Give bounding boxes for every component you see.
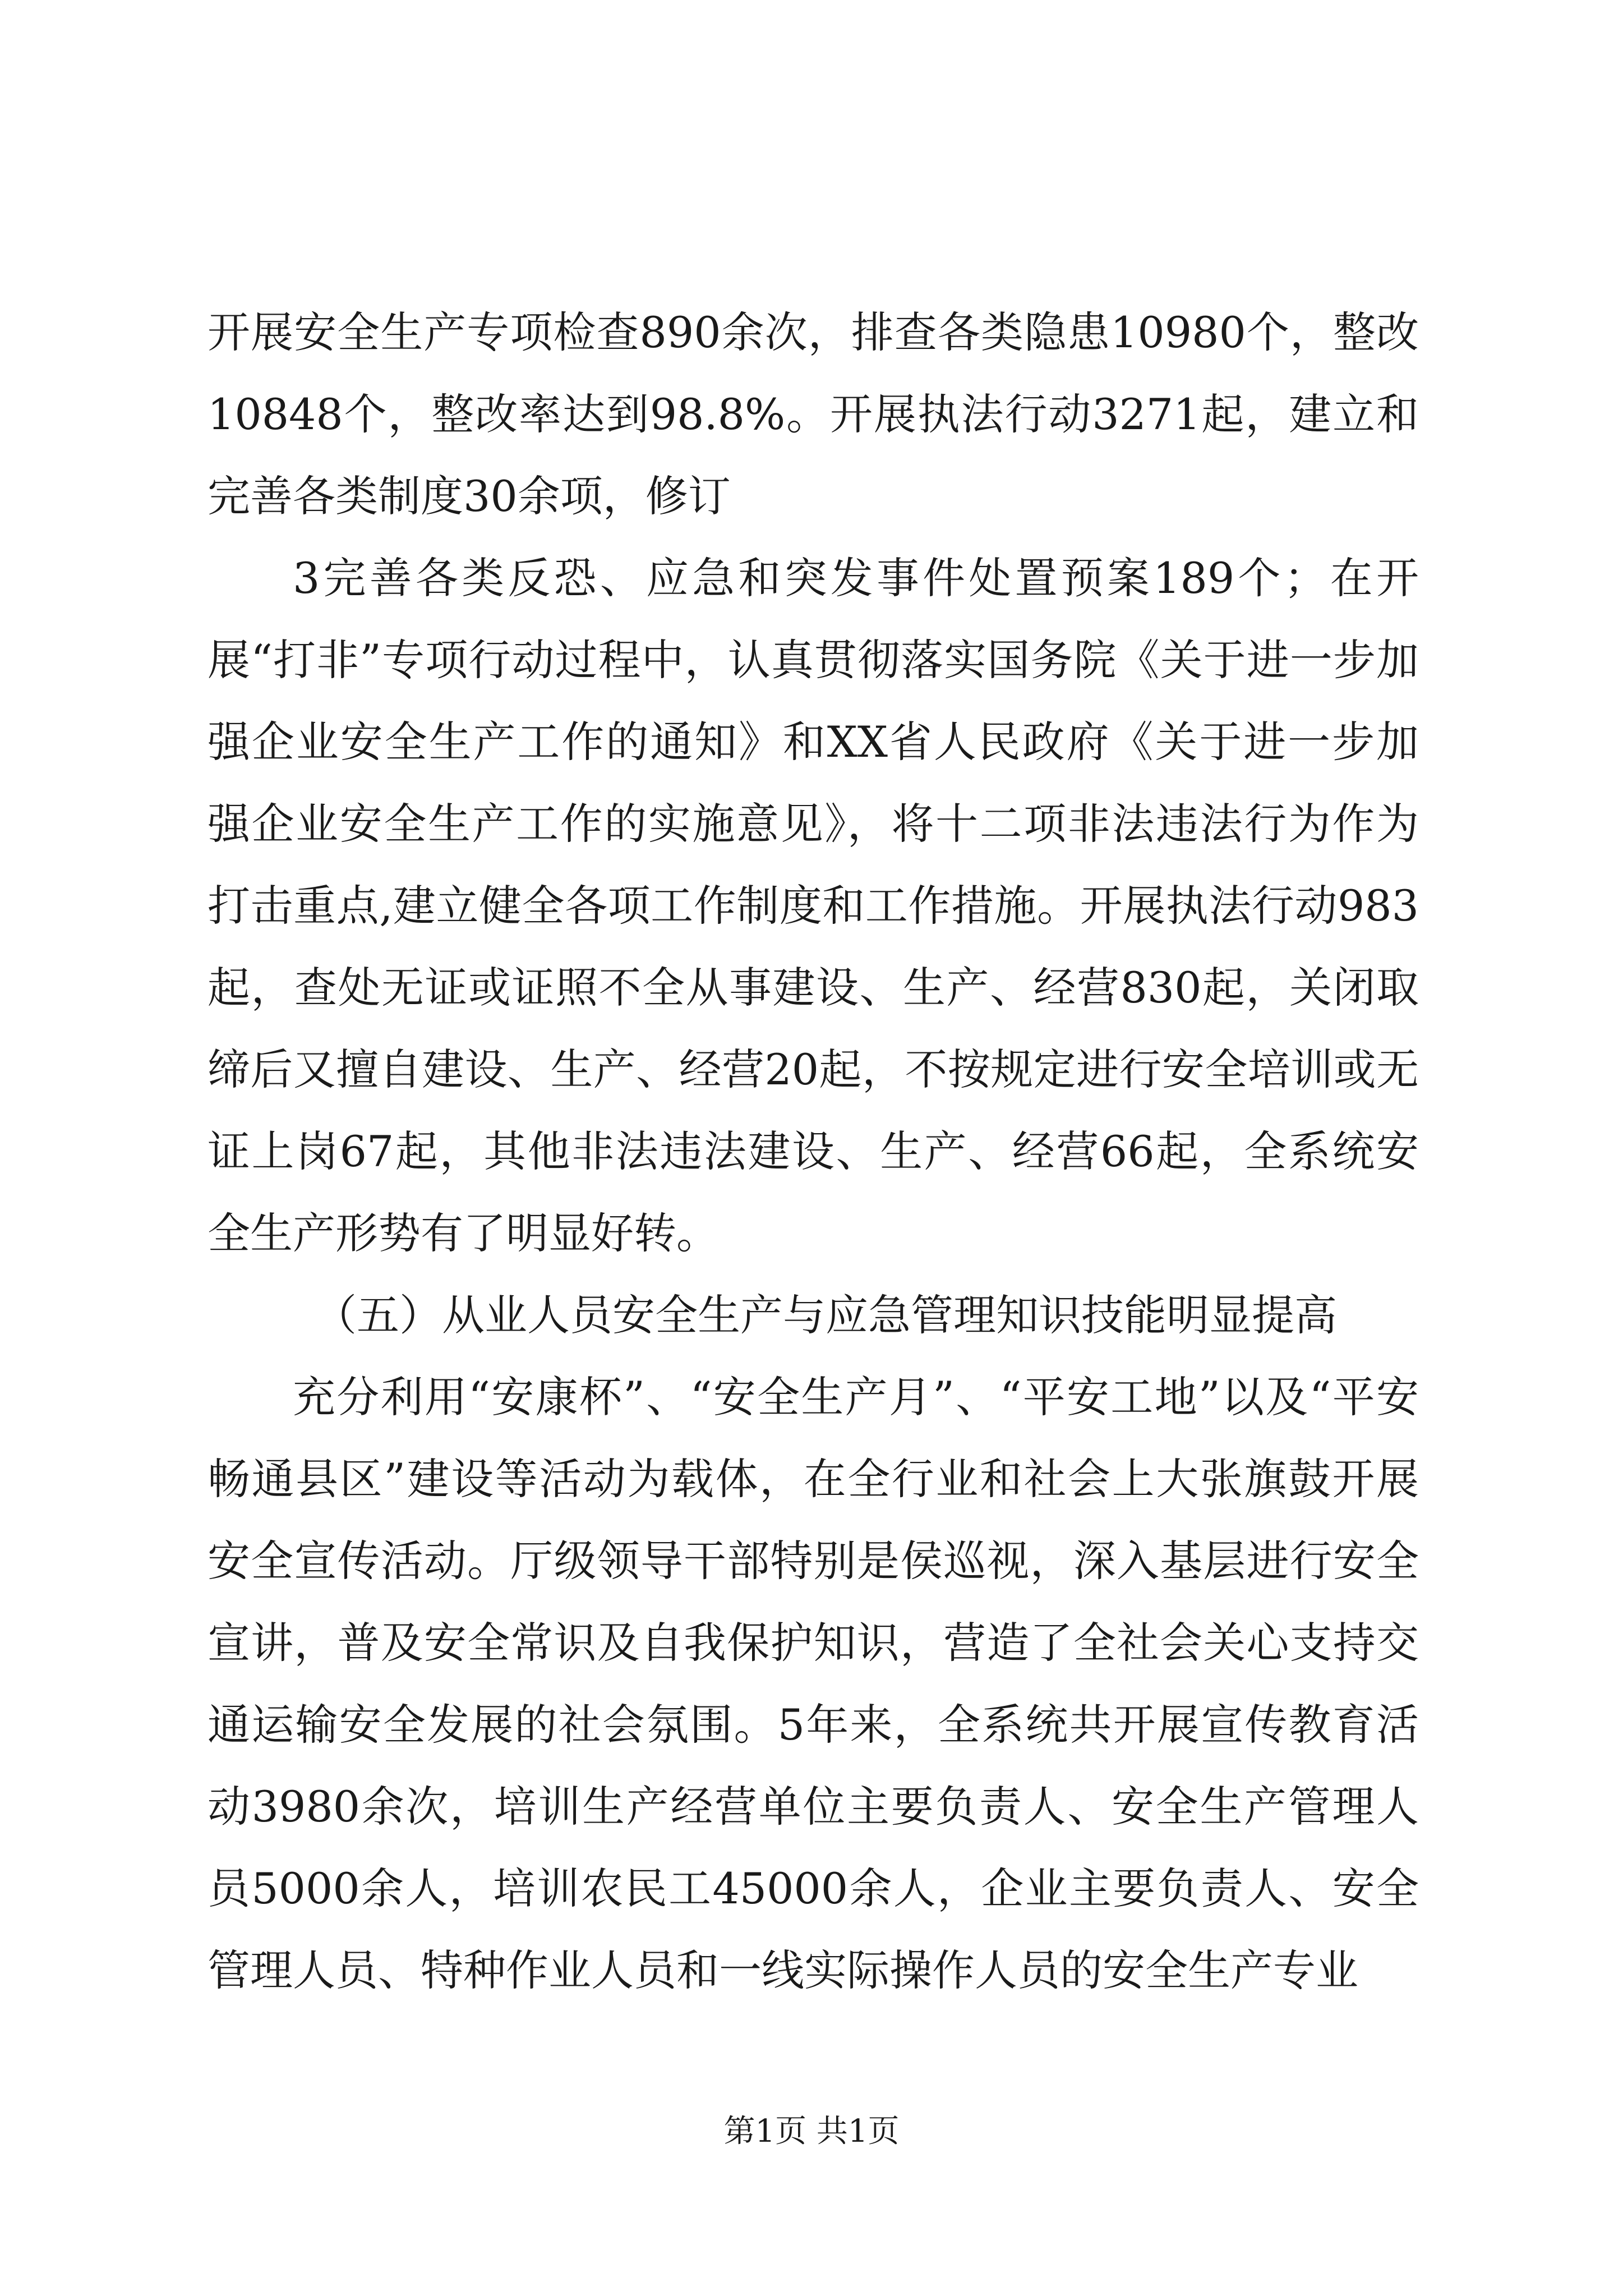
paragraph-inspections: 开展安全生产专项检查890余次，排查各类隐患10980个，整改10848个，整改率达到98.8%。开展执法行动3271起，建立和完善各类制度30余项，修订 — [208, 307, 1419, 521]
paragraph-training: 充分利用“安康杯”、“安全生产月”、“平安工地”以及“平安畅通县区”建设等活动为载体，在全行业和社会上大张旗鼓开展安全宣传活动。厅级领导干部特别是侯巡视，深入基层进行安全宣讲，普及安全常识及自我保护知识，营造了全社会关心支持交通运输安全发展的社会氛围。5年来，全系统共开展宣传教育活动3980余次，培训生产经营单位主要负责人、安全生产管理人员5000余人，培训农民工45000余人，企业主要负责人、安全管理人员、特种作业人员和一线实际操作人员的安全生产专业 — [208, 1372, 1419, 1995]
paragraph-enforcement: 3完善各类反恐、应急和突发事件处置预案189个；在开展“打非”专项行动过程中，认真贯彻落实国务院《关于进一步加强企业安全生产工作的通知》和XX省人民政府《关于进一步加强企业安全生产工作的实施意见》，将十二项非法违法行为作为打击重点,建立健全各项工作制度和工作措施。开展执法行动983起，查处无证或证照不全从事建设、生产、经营830起，关闭取缔后又擅自建设、生产、经营20起，不按规定进行安全培训或无证上岗67起，其他非法违法建设、生产、经营66起，全系统安全生产形势有了明显好转。 — [208, 553, 1419, 1258]
document-body — [208, 292, 1419, 2012]
page-footer: 第1页 共1页 — [723, 2113, 900, 2150]
section-heading: （五）从业人员安全生产与应急管理知识技能明显提高 — [314, 1290, 1337, 1340]
